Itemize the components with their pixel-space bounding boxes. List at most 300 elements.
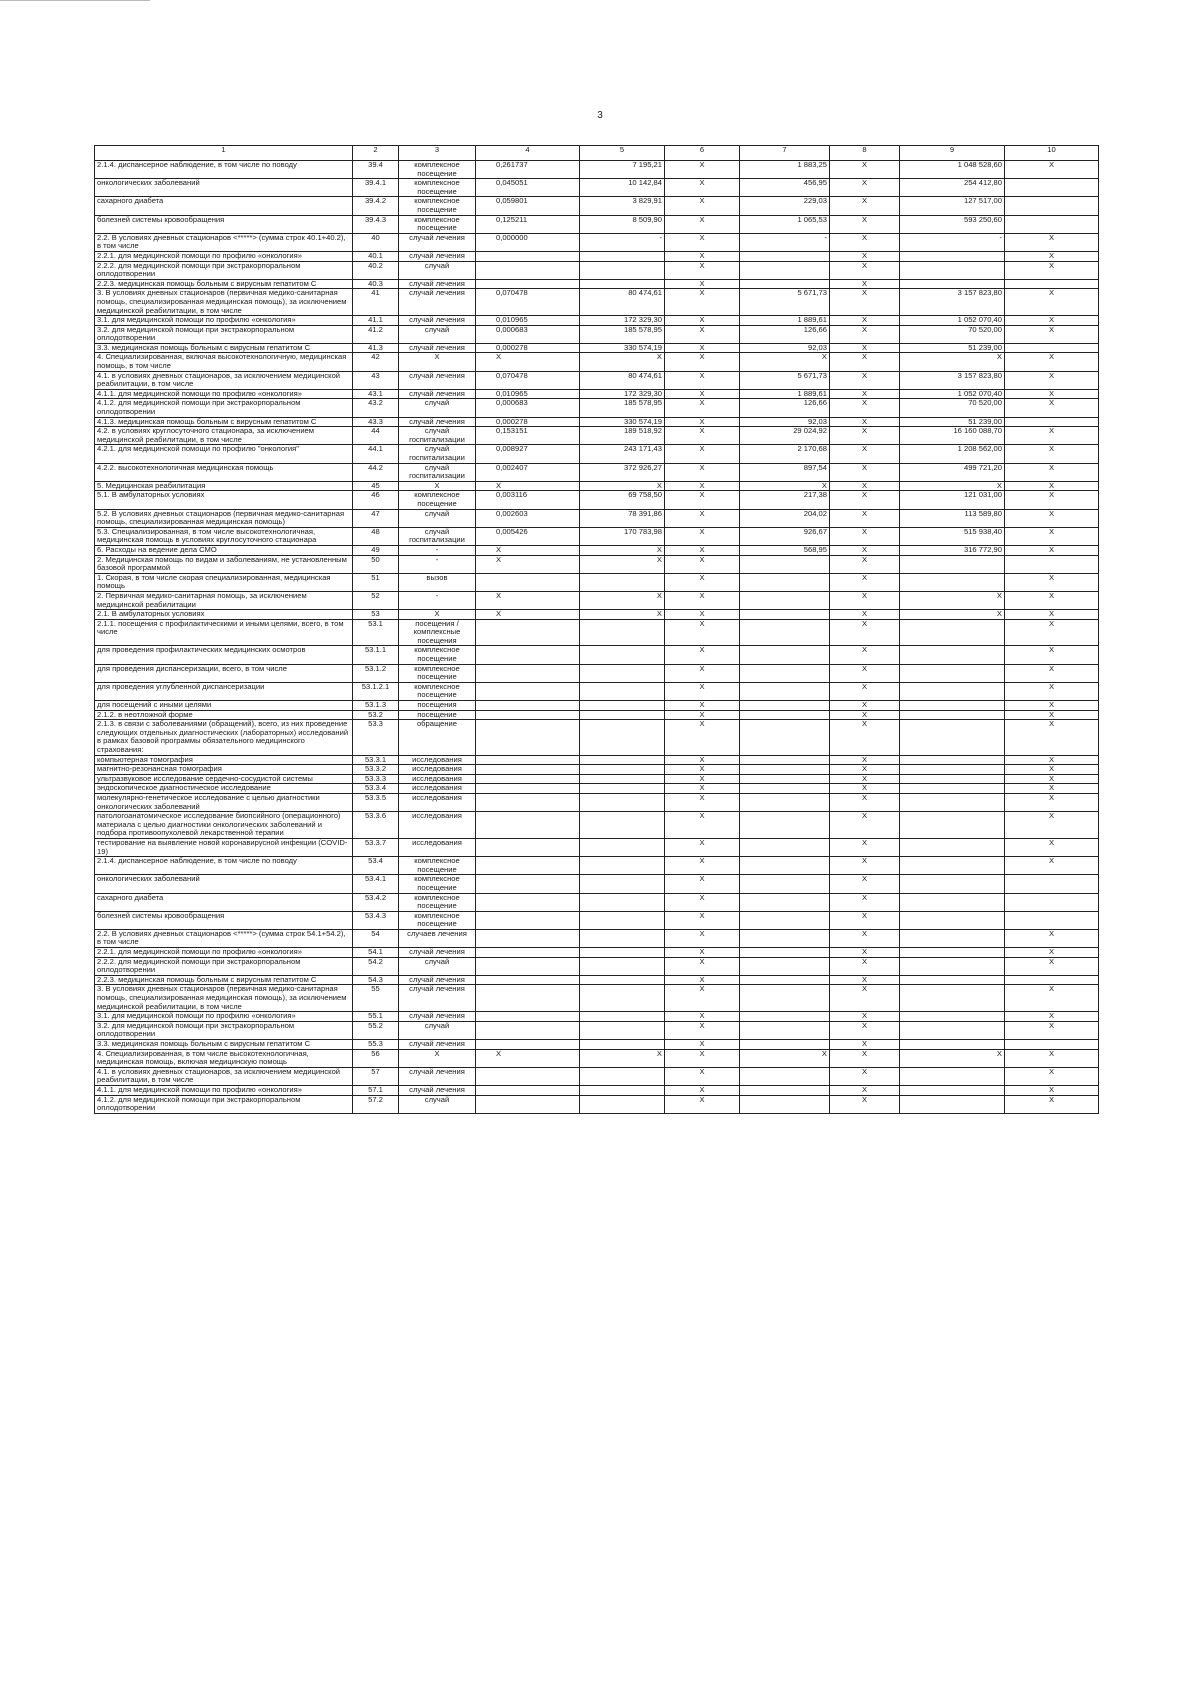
col10-cell: Х — [1005, 710, 1099, 720]
col9-cell — [900, 710, 1005, 720]
col4-cell — [476, 784, 580, 794]
table-row — [95, 399, 1099, 417]
table-row — [95, 481, 1099, 491]
col10-cell: Х — [1005, 619, 1099, 646]
col8-cell: Х — [830, 343, 900, 353]
row-name-cell: 4.1.2. для медицинской помощи при экстракорпоральном оплодотворении — [95, 399, 353, 417]
col7-cell: Х — [740, 481, 830, 491]
row-name-cell: 2. Медицинская помощь по видам и заболеваниям, не установленным базовой программой — [95, 555, 353, 573]
col8-cell: Х — [830, 251, 900, 261]
col5-cell: - — [580, 233, 665, 251]
col8-cell: Х — [830, 755, 900, 765]
row-name-cell: 4.2. в условиях круглосуточного стационара, за исключением медицинской реабилитации, в том числе — [95, 427, 353, 445]
col5-cell: Х — [580, 555, 665, 573]
row-code-cell: 54 — [353, 929, 399, 947]
col8-cell: Х — [830, 545, 900, 555]
col9-cell: 127 517,00 — [900, 197, 1005, 215]
row-name-cell: 1. Скорая, в том числе скорая специализированная, медицинская помощь — [95, 573, 353, 591]
row-name-cell: 2.2.1. для медицинской помощи по профилю «онкология» — [95, 251, 353, 261]
col10-cell: Х — [1005, 646, 1099, 664]
col4-cell — [476, 857, 580, 875]
table-row — [95, 765, 1099, 775]
col9-cell: 1 052 070,40 — [900, 316, 1005, 326]
col7-cell — [740, 682, 830, 700]
row-name-cell: тестирование на выявление новой коронавирусной инфекции (COVID-19) — [95, 838, 353, 856]
col10-cell: Х — [1005, 682, 1099, 700]
col7-cell — [740, 774, 830, 784]
col9-cell — [900, 957, 1005, 975]
col9-cell: 254 412,80 — [900, 179, 1005, 197]
row-name-cell: молекулярно-генетическое исследование с целью диагностики онкологических заболеваний — [95, 793, 353, 811]
unit-cell: случай лечения — [399, 389, 476, 399]
col5-cell — [580, 720, 665, 755]
col6-cell: Х — [665, 784, 740, 794]
col5-cell: 185 578,95 — [580, 399, 665, 417]
table-row — [95, 573, 1099, 591]
column-header: 5 — [580, 146, 665, 161]
table-row — [95, 682, 1099, 700]
col10-cell: Х — [1005, 445, 1099, 463]
col8-cell: Х — [830, 875, 900, 893]
table-row — [95, 1049, 1099, 1067]
unit-cell: комплексное посещение — [399, 179, 476, 197]
unit-cell: комплексное посещение — [399, 911, 476, 929]
col4-cell: 0,000000 — [476, 233, 580, 251]
col9-cell: 51 239,00 — [900, 343, 1005, 353]
table-row — [95, 555, 1099, 573]
col5-cell — [580, 710, 665, 720]
col6-cell: Х — [665, 1067, 740, 1085]
col6-cell: Х — [665, 793, 740, 811]
row-name-cell: 4. Специализированная, в том числе высокотехнологичная, медицинская помощь, включая медицинскую помощь — [95, 1049, 353, 1067]
col8-cell: Х — [830, 417, 900, 427]
col9-cell — [900, 646, 1005, 664]
col9-cell — [900, 279, 1005, 289]
col7-cell: 568,95 — [740, 545, 830, 555]
col9-cell — [900, 975, 1005, 985]
col6-cell: Х — [665, 509, 740, 527]
table-row — [95, 509, 1099, 527]
table-row — [95, 491, 1099, 509]
col7-cell — [740, 701, 830, 711]
col8-cell: Х — [830, 710, 900, 720]
unit-cell: случай лечения — [399, 948, 476, 958]
col10-cell: Х — [1005, 316, 1099, 326]
row-code-cell: 39.4 — [353, 161, 399, 179]
row-code-cell: 52 — [353, 591, 399, 609]
unit-cell: исследования — [399, 812, 476, 839]
col6-cell: Х — [665, 427, 740, 445]
col6-cell: Х — [665, 389, 740, 399]
col10-cell: Х — [1005, 545, 1099, 555]
col4-cell — [476, 1095, 580, 1113]
col6-cell: Х — [665, 710, 740, 720]
col7-cell: 204,02 — [740, 509, 830, 527]
unit-cell: случай — [399, 1095, 476, 1113]
col4-cell — [476, 793, 580, 811]
col8-cell: Х — [830, 838, 900, 856]
row-code-cell: 54.2 — [353, 957, 399, 975]
col5-cell: 243 171,43 — [580, 445, 665, 463]
row-code-cell: 53.3.3 — [353, 774, 399, 784]
col9-cell — [900, 720, 1005, 755]
unit-cell: случай лечения — [399, 371, 476, 389]
col9-cell — [900, 812, 1005, 839]
table-row — [95, 774, 1099, 784]
col9-cell: 70 520,00 — [900, 325, 1005, 343]
row-code-cell: 53.3.2 — [353, 765, 399, 775]
row-code-cell: 41.1 — [353, 316, 399, 326]
col8-cell: Х — [830, 812, 900, 839]
unit-cell: комплексное посещение — [399, 664, 476, 682]
row-name-cell: 5.1. В амбулаторных условиях — [95, 491, 353, 509]
col8-cell: Х — [830, 619, 900, 646]
unit-cell: случай госпитализации — [399, 527, 476, 545]
col10-cell: Х — [1005, 389, 1099, 399]
unit-cell: комплексное посещение — [399, 875, 476, 893]
col10-cell: Х — [1005, 929, 1099, 947]
col10-cell: Х — [1005, 591, 1099, 609]
col6-cell: Х — [665, 197, 740, 215]
unit-cell: исследования — [399, 765, 476, 775]
row-code-cell: 53.4 — [353, 857, 399, 875]
unit-cell: случай лечения — [399, 279, 476, 289]
col5-cell — [580, 1040, 665, 1050]
col6-cell: Х — [665, 289, 740, 316]
col6-cell: Х — [665, 1095, 740, 1113]
col7-cell — [740, 619, 830, 646]
row-code-cell: 53.3.6 — [353, 812, 399, 839]
col9-cell: 1 048 528,60 — [900, 161, 1005, 179]
table-row — [95, 325, 1099, 343]
col6-cell: Х — [665, 445, 740, 463]
row-code-cell: 44.2 — [353, 463, 399, 481]
col9-cell — [900, 911, 1005, 929]
row-name-cell: компьютерная томография — [95, 755, 353, 765]
col7-cell — [740, 948, 830, 958]
col10-cell: Х — [1005, 857, 1099, 875]
col4-cell — [476, 646, 580, 664]
table-row — [95, 975, 1099, 985]
col5-cell — [580, 765, 665, 775]
col5-cell: 80 474,61 — [580, 289, 665, 316]
col7-cell: 1 065,53 — [740, 215, 830, 233]
unit-cell: посещения / комплексные посещения — [399, 619, 476, 646]
col8-cell: Х — [830, 701, 900, 711]
col9-cell — [900, 1085, 1005, 1095]
col4-cell — [476, 573, 580, 591]
col9-cell — [900, 793, 1005, 811]
col6-cell: Х — [665, 911, 740, 929]
table-body — [95, 161, 1099, 1114]
col8-cell: Х — [830, 555, 900, 573]
col6-cell: Х — [665, 261, 740, 279]
table-row — [95, 857, 1099, 875]
col9-cell — [900, 1067, 1005, 1085]
row-name-cell: 3.2. для медицинской помощи при экстракорпоральном оплодотворении — [95, 325, 353, 343]
unit-cell: комплексное посещение — [399, 215, 476, 233]
row-code-cell: 50 — [353, 555, 399, 573]
col4-cell — [476, 1021, 580, 1039]
col5-cell — [580, 1012, 665, 1022]
col5-cell — [580, 857, 665, 875]
col7-cell: 456,95 — [740, 179, 830, 197]
col5-cell — [580, 1067, 665, 1085]
table-row — [95, 591, 1099, 609]
row-name-cell: 2.1.4. диспансерное наблюдение, в том числе по поводу — [95, 161, 353, 179]
table-row — [95, 646, 1099, 664]
col5-cell: 3 829,91 — [580, 197, 665, 215]
col6-cell: Х — [665, 957, 740, 975]
row-code-cell: 47 — [353, 509, 399, 527]
col10-cell: Х — [1005, 527, 1099, 545]
col7-cell — [740, 812, 830, 839]
col5-cell — [580, 755, 665, 765]
row-name-cell: эндоскопическое диагностическое исследование — [95, 784, 353, 794]
col5-cell — [580, 1021, 665, 1039]
col4-cell — [476, 893, 580, 911]
unit-cell: случай лечения — [399, 1085, 476, 1095]
col7-cell — [740, 279, 830, 289]
row-code-cell: 55 — [353, 985, 399, 1012]
col9-cell — [900, 619, 1005, 646]
col8-cell: Х — [830, 197, 900, 215]
col5-cell: 330 574,19 — [580, 343, 665, 353]
col5-cell: Х — [580, 591, 665, 609]
table-row — [95, 710, 1099, 720]
col7-cell — [740, 1021, 830, 1039]
table-row — [95, 279, 1099, 289]
col4-cell — [476, 701, 580, 711]
col5-cell — [580, 793, 665, 811]
row-name-cell: 4.1.1. для медицинской помощи по профилю «онкология» — [95, 1085, 353, 1095]
table-row — [95, 929, 1099, 947]
col8-cell: Х — [830, 774, 900, 784]
row-name-cell: 2.2.2. для медицинской помощи при экстракорпоральном оплодотворении — [95, 261, 353, 279]
col6-cell: Х — [665, 701, 740, 711]
row-code-cell: 57.2 — [353, 1095, 399, 1113]
row-code-cell: 53.1.3 — [353, 701, 399, 711]
col7-cell — [740, 555, 830, 573]
col10-cell: Х — [1005, 463, 1099, 481]
col6-cell: Х — [665, 1012, 740, 1022]
row-name-cell: 4.1.1. для медицинской помощи по профилю «онкология» — [95, 389, 353, 399]
table-row — [95, 1095, 1099, 1113]
col7-cell — [740, 1040, 830, 1050]
col8-cell: Х — [830, 1085, 900, 1095]
row-code-cell: 53.3.4 — [353, 784, 399, 794]
col10-cell: Х — [1005, 1067, 1099, 1085]
col8-cell: Х — [830, 389, 900, 399]
col5-cell: 170 783,98 — [580, 527, 665, 545]
row-code-cell: 53.3.1 — [353, 755, 399, 765]
col5-cell: Х — [580, 1049, 665, 1067]
col8-cell: Х — [830, 664, 900, 682]
col9-cell: Х — [900, 1049, 1005, 1067]
row-name-cell: 2. Первичная медико-санитарная помощь, за исключением медицинской реабилитации — [95, 591, 353, 609]
row-name-cell: онкологических заболеваний — [95, 875, 353, 893]
col9-cell — [900, 555, 1005, 573]
row-code-cell: 53 — [353, 610, 399, 620]
col4-cell: 0,003116 — [476, 491, 580, 509]
row-code-cell: 40.2 — [353, 261, 399, 279]
row-code-cell: 45 — [353, 481, 399, 491]
col9-cell: 16 160 088,70 — [900, 427, 1005, 445]
col9-cell — [900, 784, 1005, 794]
col10-cell — [1005, 197, 1099, 215]
col9-cell: 1 052 070,40 — [900, 389, 1005, 399]
column-header: 10 — [1005, 146, 1099, 161]
col4-cell: 0,000278 — [476, 343, 580, 353]
col4-cell: 0,261737 — [476, 161, 580, 179]
col9-cell: 316 772,90 — [900, 545, 1005, 555]
col4-cell — [476, 812, 580, 839]
table-row — [95, 445, 1099, 463]
col4-cell — [476, 911, 580, 929]
row-name-cell: 3.1. для медицинской помощи по профилю «онкология» — [95, 1012, 353, 1022]
col9-cell: 1 208 562,00 — [900, 445, 1005, 463]
unit-cell: исследования — [399, 755, 476, 765]
col6-cell: Х — [665, 857, 740, 875]
col10-cell: Х — [1005, 610, 1099, 620]
col7-cell — [740, 710, 830, 720]
col10-cell: Х — [1005, 261, 1099, 279]
col7-cell: 897,54 — [740, 463, 830, 481]
col4-cell: 0,000683 — [476, 399, 580, 417]
row-name-cell: 2.2.2. для медицинской помощи при экстракорпоральном оплодотворении — [95, 957, 353, 975]
col4-cell: 0,000278 — [476, 417, 580, 427]
table-row — [95, 215, 1099, 233]
col5-cell: Х — [580, 353, 665, 371]
row-code-cell: 40 — [353, 233, 399, 251]
row-code-cell: 39.4.2 — [353, 197, 399, 215]
column-header: 2 — [353, 146, 399, 161]
unit-cell: случай лечения — [399, 417, 476, 427]
col8-cell: Х — [830, 1095, 900, 1113]
row-code-cell: 43.3 — [353, 417, 399, 427]
row-code-cell: 53.4.3 — [353, 911, 399, 929]
col7-cell: 5 671,73 — [740, 371, 830, 389]
table-row — [95, 1085, 1099, 1095]
table-row — [95, 417, 1099, 427]
col5-cell: 80 474,61 — [580, 371, 665, 389]
unit-cell: - — [399, 591, 476, 609]
unit-cell: комплексное посещение — [399, 161, 476, 179]
row-code-cell: 53.3 — [353, 720, 399, 755]
table-row — [95, 161, 1099, 179]
col4-cell — [476, 251, 580, 261]
col5-cell — [580, 812, 665, 839]
unit-cell: - — [399, 555, 476, 573]
unit-cell: случай лечения — [399, 289, 476, 316]
col7-cell: 2 170,68 — [740, 445, 830, 463]
col7-cell — [740, 985, 830, 1012]
col8-cell: Х — [830, 646, 900, 664]
col10-cell: Х — [1005, 491, 1099, 509]
table-row — [95, 1067, 1099, 1085]
col8-cell: Х — [830, 682, 900, 700]
col6-cell: Х — [665, 755, 740, 765]
col4-cell: 0,059801 — [476, 197, 580, 215]
col5-cell — [580, 279, 665, 289]
row-name-cell: 2.2.3. медицинская помощь больным с вирусным гепатитом С — [95, 279, 353, 289]
row-code-cell: 53.1 — [353, 619, 399, 646]
col5-cell — [580, 701, 665, 711]
row-name-cell: болезней системы кровообращения — [95, 215, 353, 233]
col4-cell — [476, 664, 580, 682]
table-row — [95, 793, 1099, 811]
col8-cell: Х — [830, 233, 900, 251]
col7-cell — [740, 610, 830, 620]
col7-cell — [740, 765, 830, 775]
col9-cell — [900, 929, 1005, 947]
col6-cell: Х — [665, 975, 740, 985]
col10-cell: Х — [1005, 481, 1099, 491]
col9-cell: 70 520,00 — [900, 399, 1005, 417]
col9-cell: Х — [900, 610, 1005, 620]
row-code-cell: 53.1.1 — [353, 646, 399, 664]
row-name-cell: сахарного диабета — [95, 197, 353, 215]
col8-cell: Х — [830, 279, 900, 289]
column-header: 8 — [830, 146, 900, 161]
col8-cell: Х — [830, 289, 900, 316]
col10-cell: Х — [1005, 774, 1099, 784]
row-name-cell: 2.1. В амбулаторных условиях — [95, 610, 353, 620]
unit-cell: - — [399, 545, 476, 555]
table-row — [95, 755, 1099, 765]
table-row — [95, 353, 1099, 371]
row-name-cell: онкологических заболеваний — [95, 179, 353, 197]
table-row — [95, 784, 1099, 794]
col10-cell: Х — [1005, 289, 1099, 316]
row-name-cell: магнитно-резонансная томография — [95, 765, 353, 775]
col8-cell: Х — [830, 573, 900, 591]
col5-cell — [580, 1085, 665, 1095]
col6-cell: Х — [665, 481, 740, 491]
col7-cell — [740, 784, 830, 794]
unit-cell: случай лечения — [399, 975, 476, 985]
col7-cell: - — [740, 233, 830, 251]
col6-cell: Х — [665, 417, 740, 427]
col6-cell: Х — [665, 1021, 740, 1039]
col8-cell: Х — [830, 793, 900, 811]
col4-cell: Х — [476, 610, 580, 620]
col8-cell: Х — [830, 911, 900, 929]
col10-cell: Х — [1005, 1049, 1099, 1067]
table-row — [95, 371, 1099, 389]
col5-cell: 185 578,95 — [580, 325, 665, 343]
col5-cell — [580, 774, 665, 784]
col7-cell: 92,03 — [740, 343, 830, 353]
row-code-cell: 53.2 — [353, 710, 399, 720]
col10-cell: Х — [1005, 985, 1099, 1012]
col7-cell — [740, 857, 830, 875]
row-code-cell: 53.1.2 — [353, 664, 399, 682]
col4-cell — [476, 279, 580, 289]
col6-cell: Х — [665, 316, 740, 326]
col8-cell: Х — [830, 957, 900, 975]
row-name-cell: 3.2. для медицинской помощи при экстракорпоральном оплодотворении — [95, 1021, 353, 1039]
col8-cell: Х — [830, 399, 900, 417]
col7-cell — [740, 1095, 830, 1113]
unit-cell: комплексное посещение — [399, 491, 476, 509]
unit-cell: Х — [399, 610, 476, 620]
col4-cell: 0,002407 — [476, 463, 580, 481]
col8-cell: Х — [830, 765, 900, 775]
col10-cell — [1005, 555, 1099, 573]
col6-cell: Х — [665, 619, 740, 646]
col8-cell: Х — [830, 929, 900, 947]
